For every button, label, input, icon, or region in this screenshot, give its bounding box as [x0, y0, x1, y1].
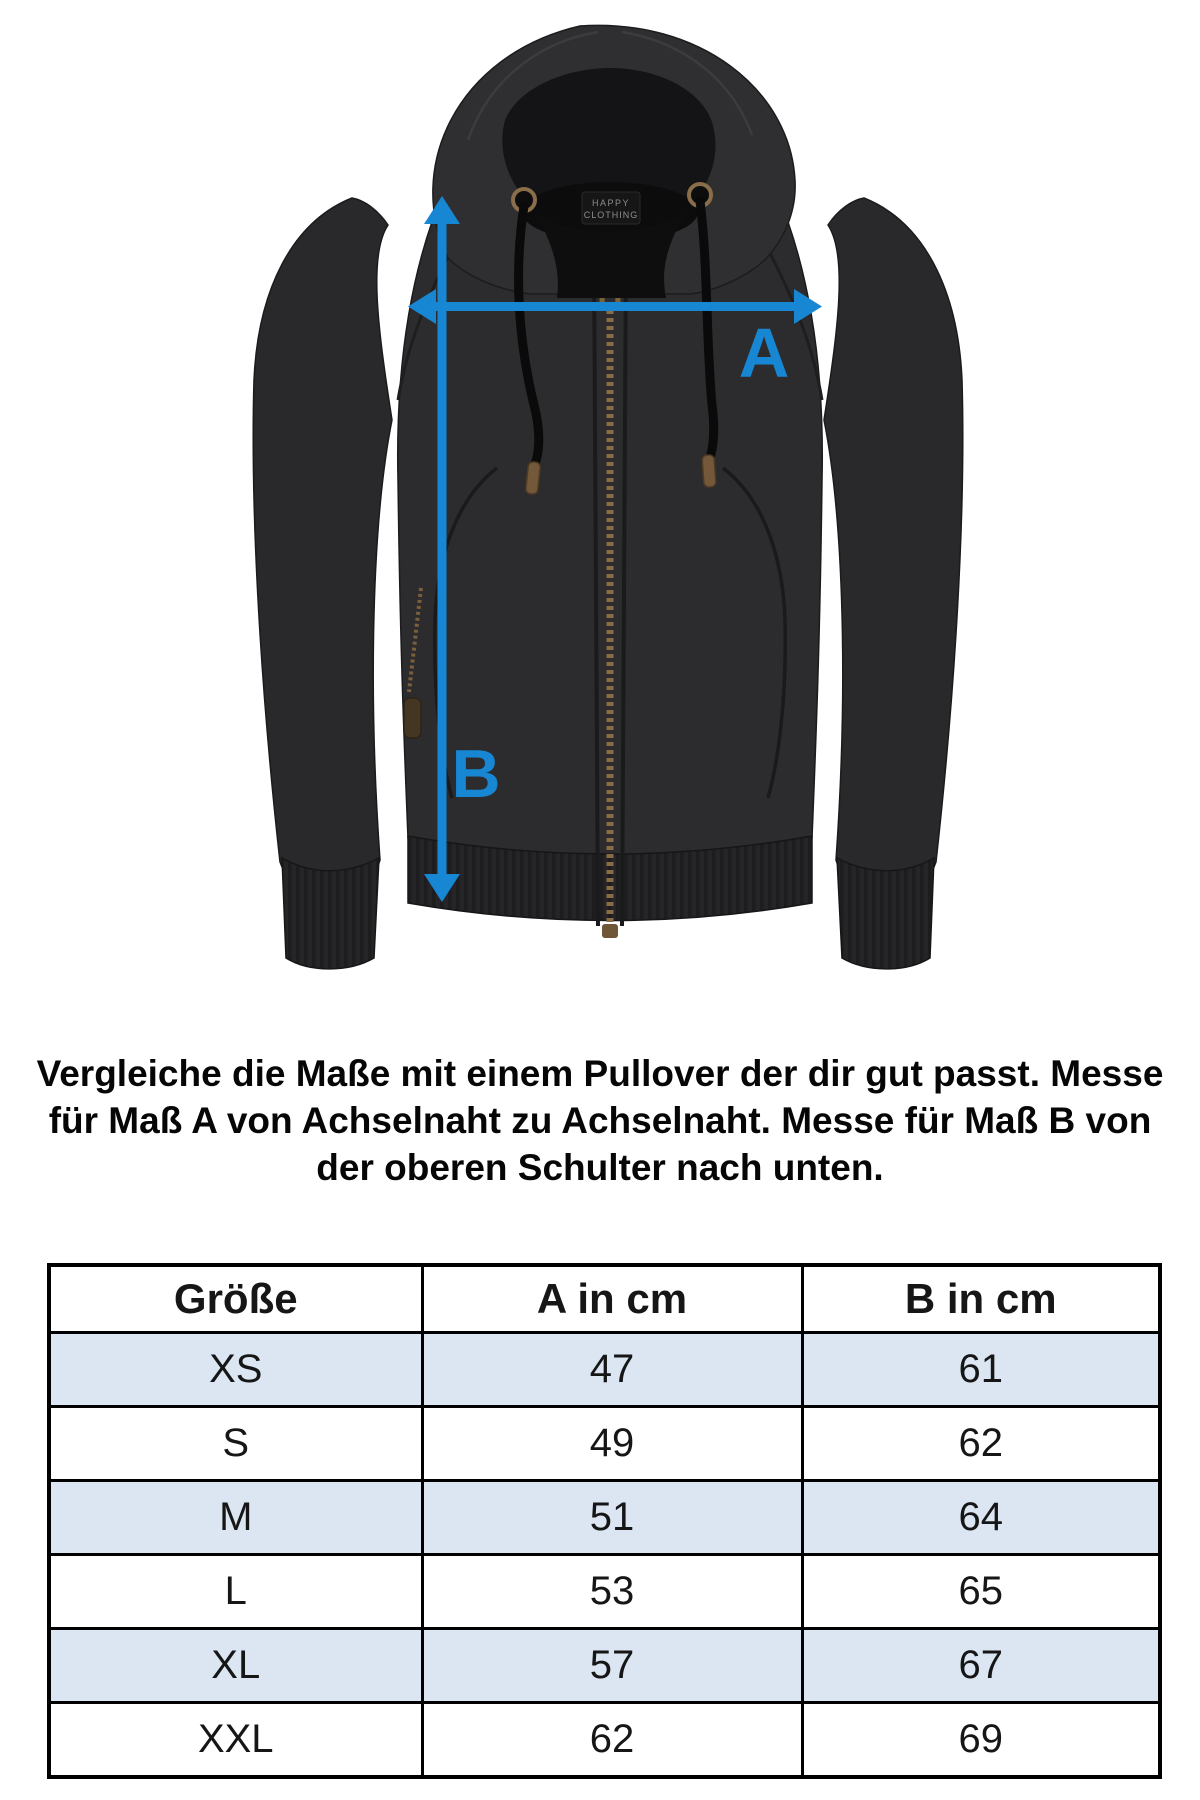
instruction-line: für Maß A von Achselnaht zu Achselnaht. Messe für Maß B von: [48, 1100, 1152, 1141]
column-header-a: A in cm: [422, 1265, 802, 1333]
cell-a: 47: [422, 1333, 802, 1407]
table-row-xs: [49, 1333, 1160, 1407]
column-header-size: Größe: [49, 1265, 422, 1333]
right-aglet: [702, 455, 716, 488]
cell-b: 62: [802, 1407, 1160, 1481]
cell-b: 67: [802, 1629, 1160, 1703]
measurement-label-a: A: [738, 314, 790, 392]
table-row-s: [49, 1407, 1160, 1481]
cell-b: 61: [802, 1333, 1160, 1407]
left-sleeve: [253, 198, 392, 883]
left-cuff: [282, 858, 379, 969]
cell-a: 62: [422, 1703, 802, 1778]
table-row-xxl: [49, 1703, 1160, 1778]
right-cuff: [837, 858, 934, 969]
zipper-bottom-stop: [602, 924, 618, 938]
cell-a: 53: [422, 1555, 802, 1629]
cell-b: 65: [802, 1555, 1160, 1629]
instruction-line: der oberen Schulter nach unten.: [316, 1147, 884, 1188]
table-row-l: [49, 1555, 1160, 1629]
table-row-xl: [49, 1629, 1160, 1703]
cell-a: 57: [422, 1629, 802, 1703]
measuring-instructions: [0, 1050, 1200, 1191]
neck-label-line1: HAPPY: [591, 198, 631, 208]
cell-size: S: [49, 1407, 422, 1481]
neck-label-line2: CLOTHING: [583, 210, 639, 220]
instruction-line: Vergleiche die Maße mit einem Pullover der dir gut passt. Messe: [36, 1053, 1164, 1094]
cell-a: 51: [422, 1481, 802, 1555]
side-pocket-leather-tag: [404, 698, 421, 738]
size-table-header-row: [49, 1265, 1160, 1333]
column-header-b: B in cm: [802, 1265, 1160, 1333]
size-table: [47, 1263, 1162, 1779]
cell-a: 49: [422, 1407, 802, 1481]
cell-size: XL: [49, 1629, 422, 1703]
cell-size: L: [49, 1555, 422, 1629]
neck-brand-label: [582, 192, 640, 224]
measurement-label-b: B: [451, 736, 501, 812]
cell-size: XS: [49, 1333, 422, 1407]
cell-size: XXL: [49, 1703, 422, 1778]
cell-b: 69: [802, 1703, 1160, 1778]
table-row-m: [49, 1481, 1160, 1555]
right-sleeve: [824, 198, 963, 883]
cell-b: 64: [802, 1481, 1160, 1555]
cell-size: M: [49, 1481, 422, 1555]
left-aglet: [525, 461, 540, 494]
